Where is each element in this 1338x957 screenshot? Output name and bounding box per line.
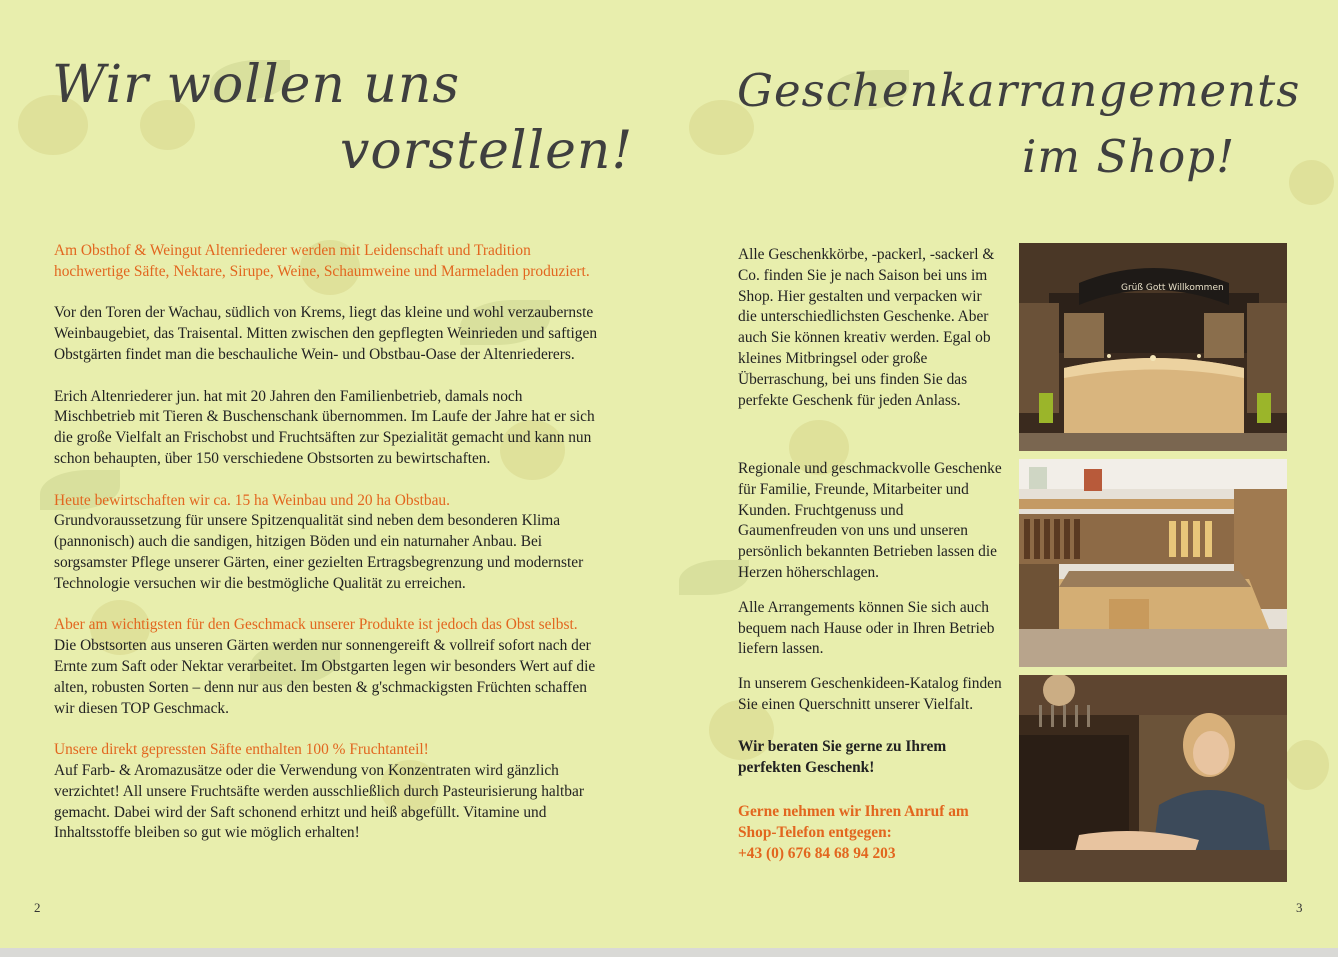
title-line-2: im Shop! <box>1022 130 1236 183</box>
paragraph-heading: Heute bewirtschaften wir ca. 15 ha Weinbau und 20 ha Obstbau. <box>54 491 450 509</box>
contact-line: Gerne nehmen wir Ihren Anruf am <box>738 803 969 821</box>
paragraph: Alle Arrangements können Sie sich auch bequem nach Hause oder in Ihren Betrieb liefern lassen. <box>738 598 995 658</box>
page-number: 3 <box>1296 900 1303 915</box>
right-text-lower <box>738 459 1002 865</box>
left-body-text <box>54 241 606 865</box>
paragraph: Auf Farb- & Aromazusätze oder die Verwendung von Konzentraten wird gänzlich verzichtet! All unsere Fruchtsäfte werden ausschließlich durch Pasteurisierung haltbar gemacht. Dabei wird der Saft schonend erhitzt und heiß abgefüllt. Vitamine und Inhaltsstoffe bleiben so gut wie möglich erhalten! <box>54 761 584 842</box>
fruit-decoration <box>1284 740 1329 790</box>
paragraph-group <box>54 615 606 719</box>
page-title <box>52 52 634 184</box>
left-page <box>0 0 669 948</box>
shop-counter-photo <box>1019 243 1287 451</box>
viewer-bottom-bar <box>0 948 1338 957</box>
right-text-upper <box>738 245 1002 432</box>
paragraph-group <box>54 491 606 595</box>
intro-paragraph: Am Obsthof & Weingut Altenriederer werden mit Leidenschaft und Tradition hochwertige Säfte, Nektare, Sirupe, Weine, Schaumweine und Marmeladen produziert. <box>54 242 590 280</box>
page-title <box>737 58 1317 190</box>
paragraph-heading: Unsere direkt gepressten Säfte enthalten 100 % Fruchtanteil! <box>54 741 429 759</box>
title-line-2: vorstellen! <box>340 121 634 181</box>
paragraph: In unserem Geschenkideen-Katalog finden Sie einen Querschnitt unserer Vielfalt. <box>738 675 1002 713</box>
phone-number: +43 (0) 676 84 68 94 203 <box>738 844 896 862</box>
paragraph-group <box>54 740 606 844</box>
paragraph: Alle Geschenkkörbe, -packerl, -sackerl & Co. finden Sie je nach Saison bei uns im Shop. Hier gestalten und verpacken wir die unterschiedlichsten Geschenke. Aber auch Sie können kreativ werden. Egal ob kleines Mitbringsel oder große Überraschung, bei uns finden Sie das perfekte Geschenk für jeden Anlass. <box>738 246 995 409</box>
page-number: 2 <box>34 900 41 915</box>
paragraph: Regionale und geschmackvolle Geschenke für Familie, Freunde, Mitarbeiter und Kunden. Fruchtgenuss und Gaumenfreuden von uns und unseren persönlich bekannten Betrieben lassen die Herzen höherschlagen. <box>738 460 1002 581</box>
advice-paragraph: Wir beraten Sie gerne zu Ihrem perfekten Geschenk! <box>738 737 947 776</box>
shop-shelves-photo <box>1019 459 1287 667</box>
paragraph-heading: Aber am wichtigsten für den Geschmack unserer Produkte ist jedoch das Obst selbst. <box>54 616 578 634</box>
paragraph: Vor den Toren der Wachau, südlich von Krems, liegt das kleine und wohl verzaubernste Weinbaugebiet, das Traisental. Mitten zwischen den gepflegten Weinrieden und saftigen Obstgärten findet man die beschauliche Wein- und Obstbau-Oase der Altenriederers. <box>54 304 598 363</box>
paragraph: Grundvoraussetzung für unsere Spitzenqualität sind neben dem besonderen Klima (pannonisch) auch die sandigen, hitzigen Böden und ein naturnaher Anbau. Bei sorgsamster Pflege unserer Gärten, einer gezielten Ertragsbegrenzung und modernster Technologie versuchen wir die bestmögliche Qualität zu erreichen. <box>54 512 584 592</box>
title-line-1: Wir wollen uns <box>52 55 461 115</box>
contact-line: Shop-Telefon entgegen: <box>738 824 892 842</box>
right-page <box>669 0 1338 948</box>
paragraph: Erich Altenriederer jun. hat mit 20 Jahren den Familienbetrieb, damals noch Mischbetrieb mit Tieren & Buschenschank übernommen. Im Laufe der Jahre hat er sich die große Vielfalt an Frischobst und Fruchtsäften zur Spezialität gemacht und kann nun schon behaupten, über 150 verschiedene Obstsorten zu bewirtschaften. <box>54 387 595 467</box>
title-line-1: Geschenkarrangements <box>737 64 1301 117</box>
shop-assistant-photo <box>1019 675 1287 882</box>
paragraph: Die Obstsorten aus unseren Gärten werden nur sonnengereift & vollreif sofort nach der Ernte zum Saft oder Nektar verarbeitet. Im Obstgarten legen wir besonders Wert auf die alten, robusten Sorten – denn nur aus den besten & g'schmackigsten Früchten schaffen wir diesen TOP Geschmack. <box>54 637 596 717</box>
welcome-sign: Grüß Gott Willkommen <box>1121 283 1224 293</box>
contact-block <box>738 802 1002 864</box>
